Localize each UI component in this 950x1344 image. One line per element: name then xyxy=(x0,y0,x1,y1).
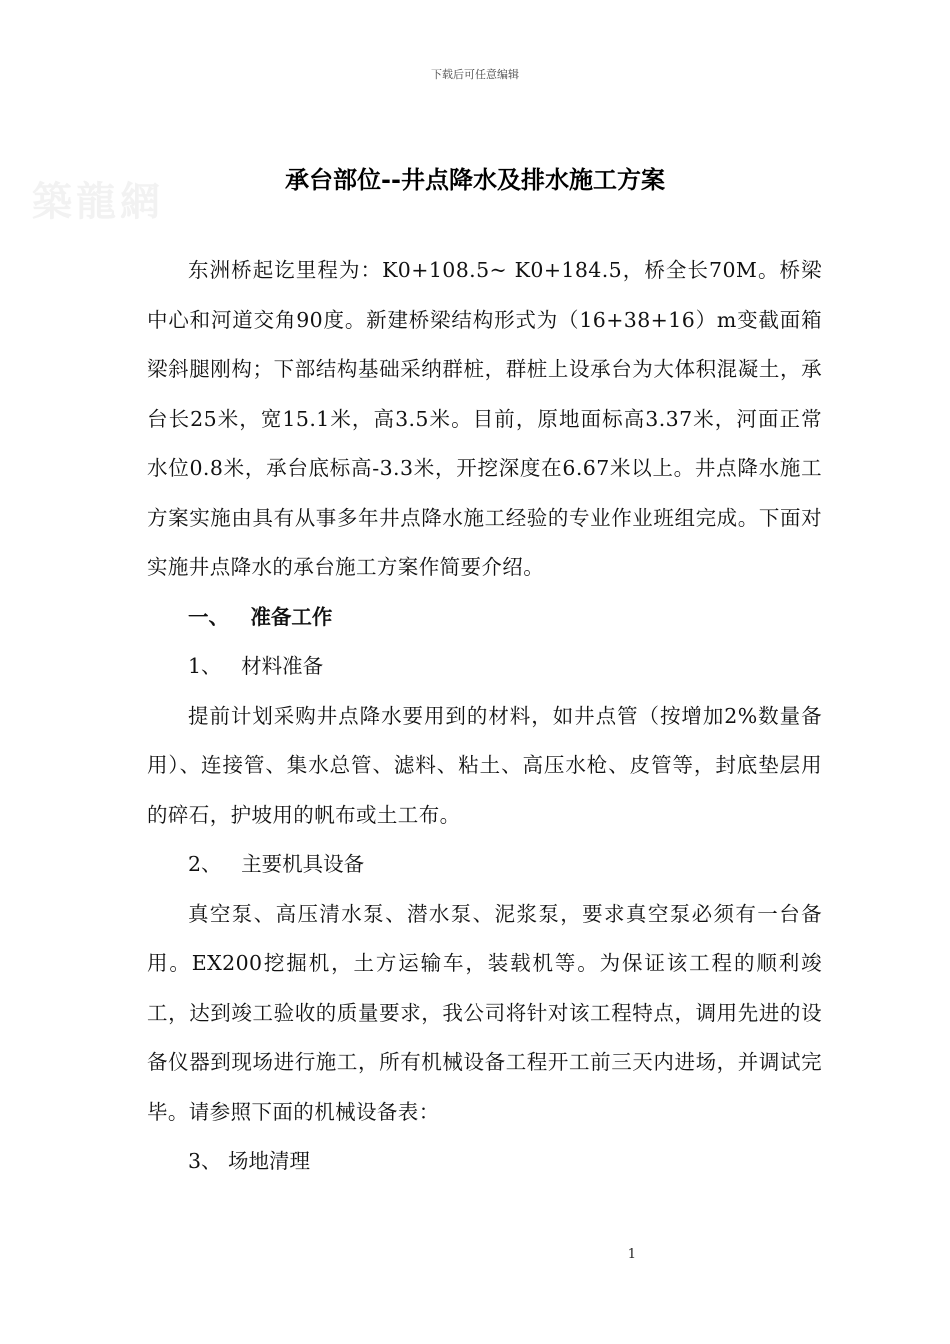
document-body xyxy=(147,246,822,1187)
materials-paragraph: 提前计划采购井点降水要用到的材料，如井点管（按增加2%数量备用）、连接管、集水总管、滤料、粘土、高压水枪、皮管等，封底垫层用的碎石，护坡用的帆布或土工布。 xyxy=(147,703,822,827)
subheading-site-clearing: 3、 场地清理 xyxy=(188,1149,311,1173)
subheading-equipment: 2、 主要机具设备 xyxy=(188,852,365,876)
equipment-paragraph: 真空泵、高压清水泵、潜水泵、泥浆泵，要求真空泵必须有一台备用。EX200挖掘机，土方运输车，装载机等。为保证该工程的顺利竣工，达到竣工验收的质量要求，我公司将针对该工程特点，调用先进的设备仪器到现场进行施工，所有机械设备工程开工前三天内进场，并调试完毕。请参照下面的机械设备表： xyxy=(147,901,822,1124)
section-heading-preparation: 一、 准备工作 xyxy=(188,604,333,629)
header-note: 下载后可任意编辑 xyxy=(431,68,519,81)
intro-paragraph: 东洲桥起讫里程为：K0+108.5~ K0+184.5，桥全长70M。桥梁中心和河道交角90度。新建桥梁结构形式为（16+38+16）m变截面箱梁斜腿刚构；下部结构基础采纳群桩，群桩上设承台为大体积混凝土，承台长25米，宽15.1米，高3.5米。目前，原地面标高3.37米，河面正常水位0.8米，承台底标高-3.3米，开挖深度在6.67米以上。井点降水施工方案实施由具有从事多年井点降水施工经验的专业作业班组完成。下面对实施井点降水的承台施工方案作简要介绍。 xyxy=(147,258,822,579)
document-title: 承台部位--井点降水及排水施工方案 xyxy=(285,166,665,194)
page-number: 1 xyxy=(627,1247,636,1262)
watermark-logo: 築龍網 xyxy=(32,178,164,225)
subheading-materials: 1、 材料准备 xyxy=(188,654,324,678)
